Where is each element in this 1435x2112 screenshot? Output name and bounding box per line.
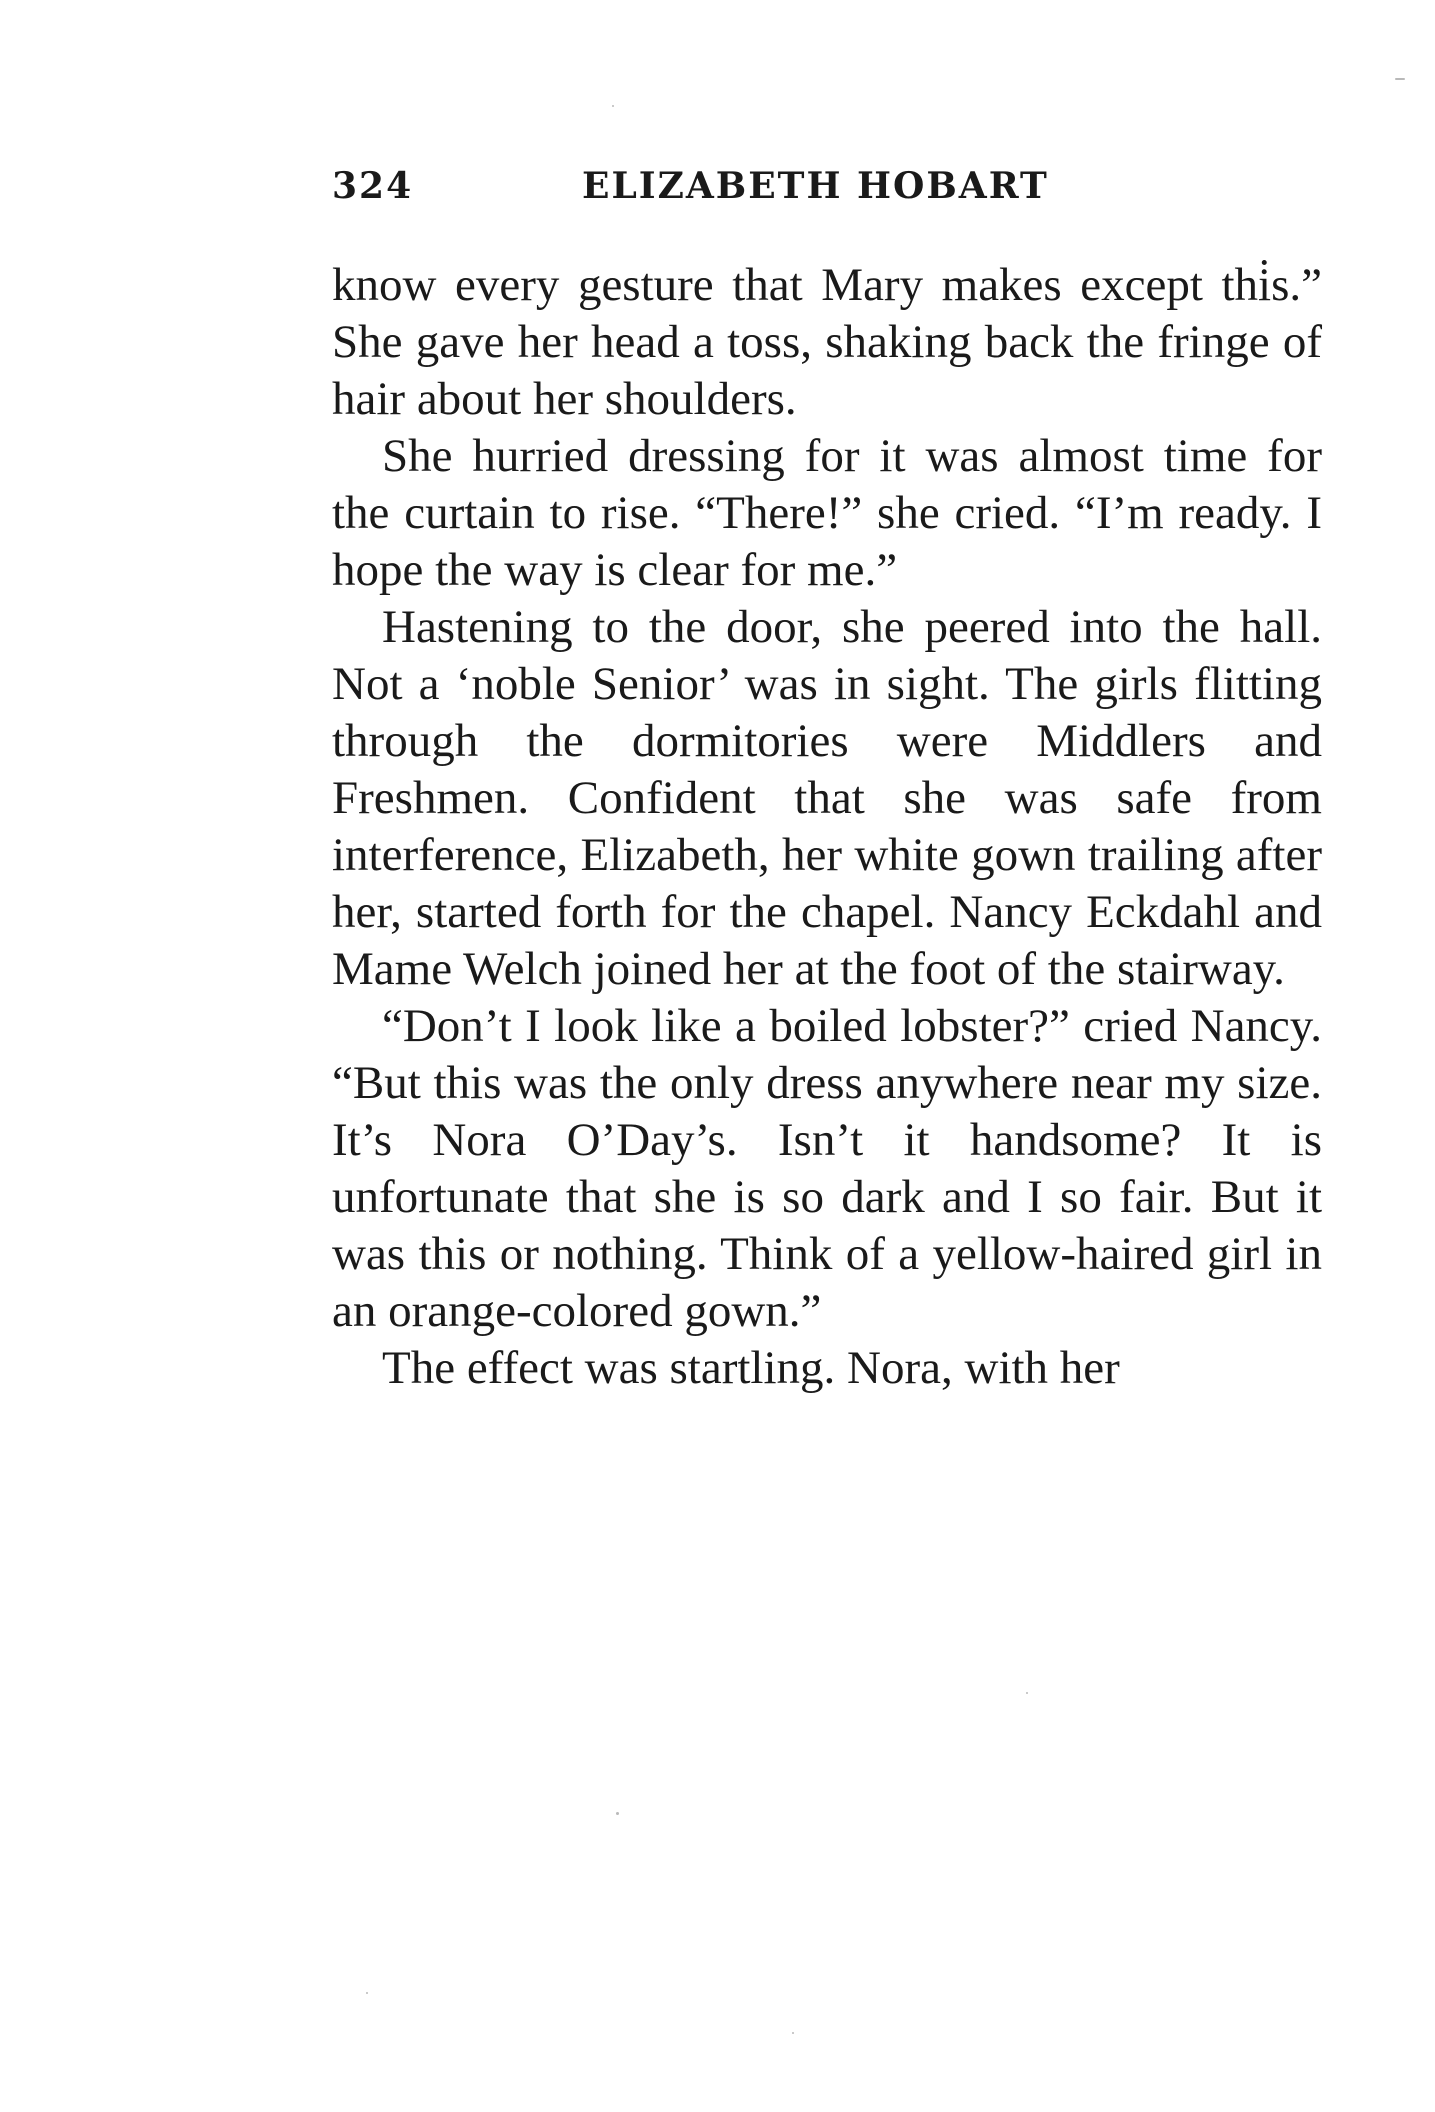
paragraph: Hastening to the door, she peered into the hall. Not a ‘noble Senior’ was in sight. The girls flitting through the dormitories were Middlers and Freshmen. Confident that she was safe from interference, Elizabeth, her white gown trailing after her, started forth for the chapel. Nancy Eckdahl and Mame Welch joined her at the foot of the stairway. xyxy=(332,601,1322,995)
body-text xyxy=(332,257,1322,1397)
paragraph: The effect was startling. Nora, with her xyxy=(382,1342,1120,1394)
scan-speck xyxy=(612,105,614,107)
running-head: ELIZABETH HOBART xyxy=(582,165,1049,207)
scan-speck xyxy=(1395,78,1405,80)
scan-speck xyxy=(366,1992,368,1994)
paragraph: She hurried dressing for it was almost time for the curtain to rise. “There!” she cried. “I’m ready. I hope the way is clear for me.” xyxy=(332,430,1322,596)
paragraph: know every gesture that Mary makes except thi̇s.” She gave her head a toss, shaking back the fringe of hair about her shoulders. xyxy=(332,259,1322,425)
scan-speck xyxy=(616,1812,619,1815)
paragraph: “Don’t I look like a boiled lobster?” cried Nancy. “But this was the only dress anywhere near my size. It’s Nora O’Day’s. Isn’t it handsome? It is unfortunate that she is so dark and I so fair. But it was this or nothing. Think of a yellow-haired girl in an orange-colored gown.” xyxy=(332,1000,1322,1337)
page-number: 324 xyxy=(332,165,414,207)
scan-speck xyxy=(1026,1692,1028,1694)
page-header xyxy=(332,165,1322,215)
scan-speck xyxy=(792,2032,794,2034)
